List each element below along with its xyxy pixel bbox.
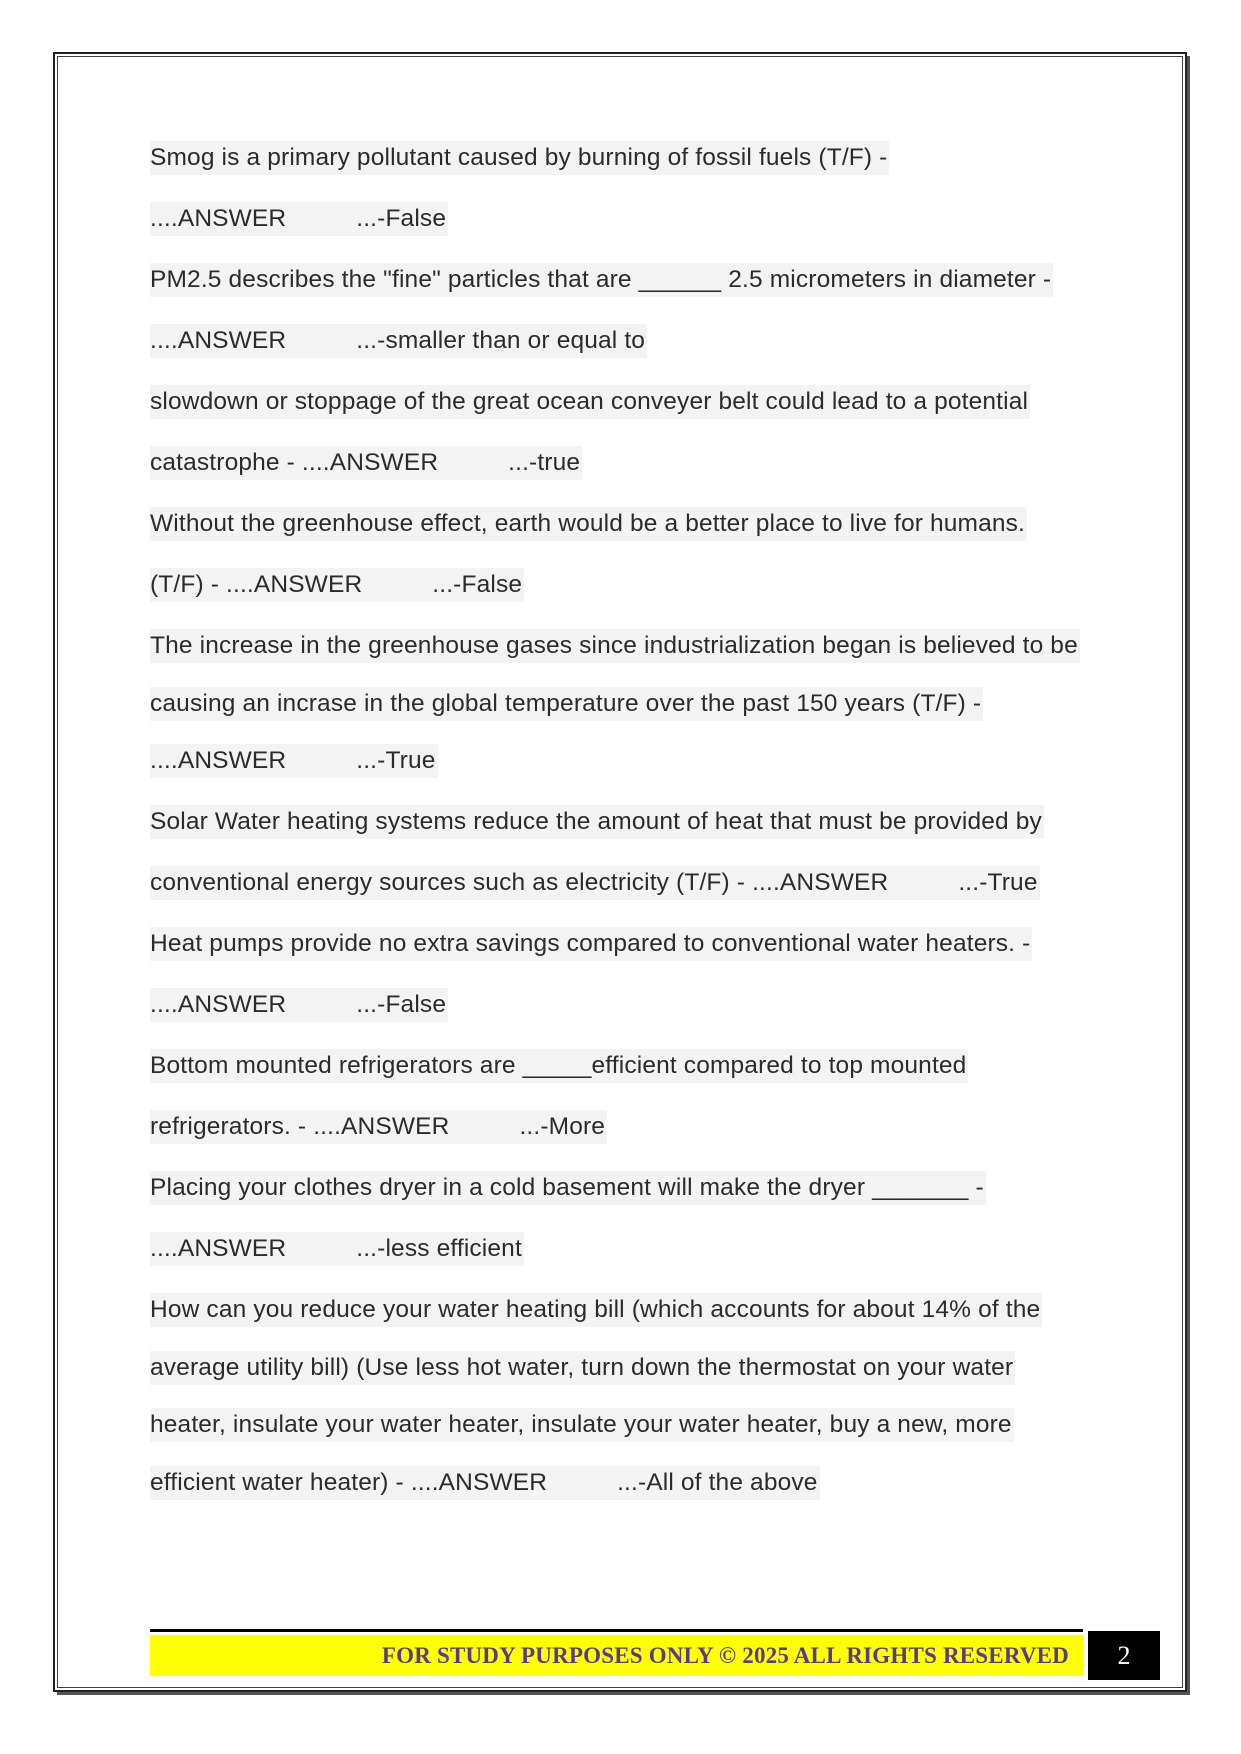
qa-item bbox=[150, 385, 1110, 507]
qa-item bbox=[150, 1049, 1110, 1171]
qa-item bbox=[150, 141, 1110, 263]
qa-item bbox=[150, 1293, 1110, 1527]
answer-label: ....ANSWER bbox=[410, 1468, 548, 1496]
question-line bbox=[150, 385, 1110, 446]
question-text: slowdown or stoppage of the great ocean conveyer belt could lead to a potential bbox=[150, 385, 1030, 419]
question-line bbox=[150, 927, 1110, 988]
answer-line bbox=[150, 446, 1110, 507]
answer-label: ....ANSWER bbox=[150, 205, 287, 232]
question-text: Solar Water heating systems reduce the amount of heat that must be provided by bbox=[150, 805, 1044, 839]
answer-highlight bbox=[150, 1466, 820, 1500]
question-line bbox=[150, 1171, 1110, 1232]
question-text: Bottom mounted refrigerators are _____efficient compared to top mounted bbox=[150, 1049, 968, 1083]
answer-text: ...-All of the above bbox=[617, 1468, 818, 1496]
qa-item bbox=[150, 927, 1110, 1049]
answer-highlight bbox=[150, 866, 1040, 900]
question-line bbox=[150, 1351, 1110, 1409]
answer-line bbox=[150, 568, 1110, 629]
qa-item bbox=[150, 507, 1110, 629]
answer-text: ...-More bbox=[519, 1113, 606, 1140]
qa-content bbox=[150, 141, 1110, 1527]
answer-text: ...-False bbox=[432, 571, 523, 598]
answer-highlight bbox=[150, 202, 448, 236]
answer-label: ....ANSWER bbox=[150, 747, 287, 774]
answer-label: ....ANSWER bbox=[313, 1113, 450, 1140]
answer-text: ...-less efficient bbox=[356, 1235, 522, 1262]
question-line bbox=[150, 1293, 1110, 1351]
answer-label: ....ANSWER bbox=[226, 571, 363, 598]
answer-label: ....ANSWER bbox=[150, 991, 287, 1018]
answer-label: ....ANSWER bbox=[150, 1235, 287, 1262]
question-text: PM2.5 describes the "fine" particles that are ______ 2.5 micrometers in diameter - bbox=[150, 263, 1053, 297]
question-line bbox=[150, 263, 1110, 324]
answer-text: ...-True bbox=[958, 869, 1038, 896]
answer-highlight bbox=[150, 568, 524, 602]
answer-line bbox=[150, 988, 1110, 1049]
answer-highlight bbox=[150, 1110, 607, 1144]
answer-label: ....ANSWER bbox=[752, 869, 889, 896]
question-text: How can you reduce your water heating bill (which accounts for about 14% of the bbox=[150, 1293, 1042, 1327]
answer-line bbox=[150, 324, 1110, 385]
answer-highlight bbox=[150, 446, 582, 480]
answer-highlight bbox=[150, 1232, 524, 1266]
question-tail: (T/F) - bbox=[150, 571, 227, 598]
answer-line bbox=[150, 1232, 1110, 1293]
answer-text: ...-False bbox=[356, 991, 447, 1018]
answer-line bbox=[150, 866, 1110, 927]
question-tail: catastrophe - bbox=[150, 449, 302, 476]
answer-label: ....ANSWER bbox=[150, 327, 287, 354]
answer-line bbox=[150, 1110, 1110, 1171]
answer-text: ...-False bbox=[356, 205, 447, 232]
question-line bbox=[150, 1049, 1110, 1110]
answer-highlight bbox=[150, 324, 647, 358]
question-text: Without the greenhouse effect, earth would be a better place to live for humans. bbox=[150, 507, 1027, 541]
answer-text: ...-True bbox=[356, 747, 436, 774]
answer-line bbox=[150, 1466, 1110, 1527]
question-line bbox=[150, 687, 1110, 745]
qa-item bbox=[150, 629, 1110, 805]
answer-text: ...-smaller than or equal to bbox=[356, 327, 646, 354]
page-border-shadow-right bbox=[1187, 56, 1190, 1695]
answer-line bbox=[150, 202, 1110, 263]
question-text: Heat pumps provide no extra savings compared to conventional water heaters. - bbox=[150, 927, 1032, 961]
question-line bbox=[150, 805, 1110, 866]
answer-highlight bbox=[150, 988, 448, 1022]
question-tail: refrigerators. - bbox=[150, 1113, 314, 1140]
question-text: causing an incrase in the global temperature over the past 150 years (T/F) - bbox=[150, 687, 983, 721]
question-text: Smog is a primary pollutant caused by burning of fossil fuels (T/F) - bbox=[150, 141, 889, 175]
answer-line bbox=[150, 744, 1110, 805]
qa-item bbox=[150, 1171, 1110, 1293]
answer-highlight bbox=[150, 744, 438, 778]
question-text: The increase in the greenhouse gases since industrialization began is believed to be bbox=[150, 629, 1080, 663]
question-text: Placing your clothes dryer in a cold basement will make the dryer _______ - bbox=[150, 1171, 986, 1205]
qa-item bbox=[150, 263, 1110, 385]
question-tail: efficient water heater) - bbox=[150, 1468, 411, 1496]
question-line bbox=[150, 507, 1110, 568]
footer-text: FOR STUDY PURPOSES ONLY © 2025 ALL RIGHTS RESERVED bbox=[381, 1642, 1069, 1668]
question-text: heater, insulate your water heater, insulate your water heater, buy a new, more bbox=[150, 1408, 1014, 1442]
qa-item bbox=[150, 805, 1110, 927]
answer-label: ....ANSWER bbox=[301, 449, 439, 476]
footer-rule bbox=[150, 1629, 1083, 1632]
footer-banner bbox=[150, 1635, 1083, 1676]
page-number: 2 bbox=[1088, 1631, 1160, 1680]
answer-text: ...-true bbox=[508, 449, 581, 476]
question-text: average utility bill) (Use less hot water, turn down the thermostat on your water bbox=[150, 1351, 1015, 1385]
question-tail: conventional energy sources such as electricity (T/F) - bbox=[150, 869, 753, 896]
question-line bbox=[150, 629, 1110, 687]
page-border-shadow-bottom bbox=[57, 1692, 1190, 1695]
question-line bbox=[150, 141, 1110, 202]
question-line bbox=[150, 1408, 1110, 1466]
